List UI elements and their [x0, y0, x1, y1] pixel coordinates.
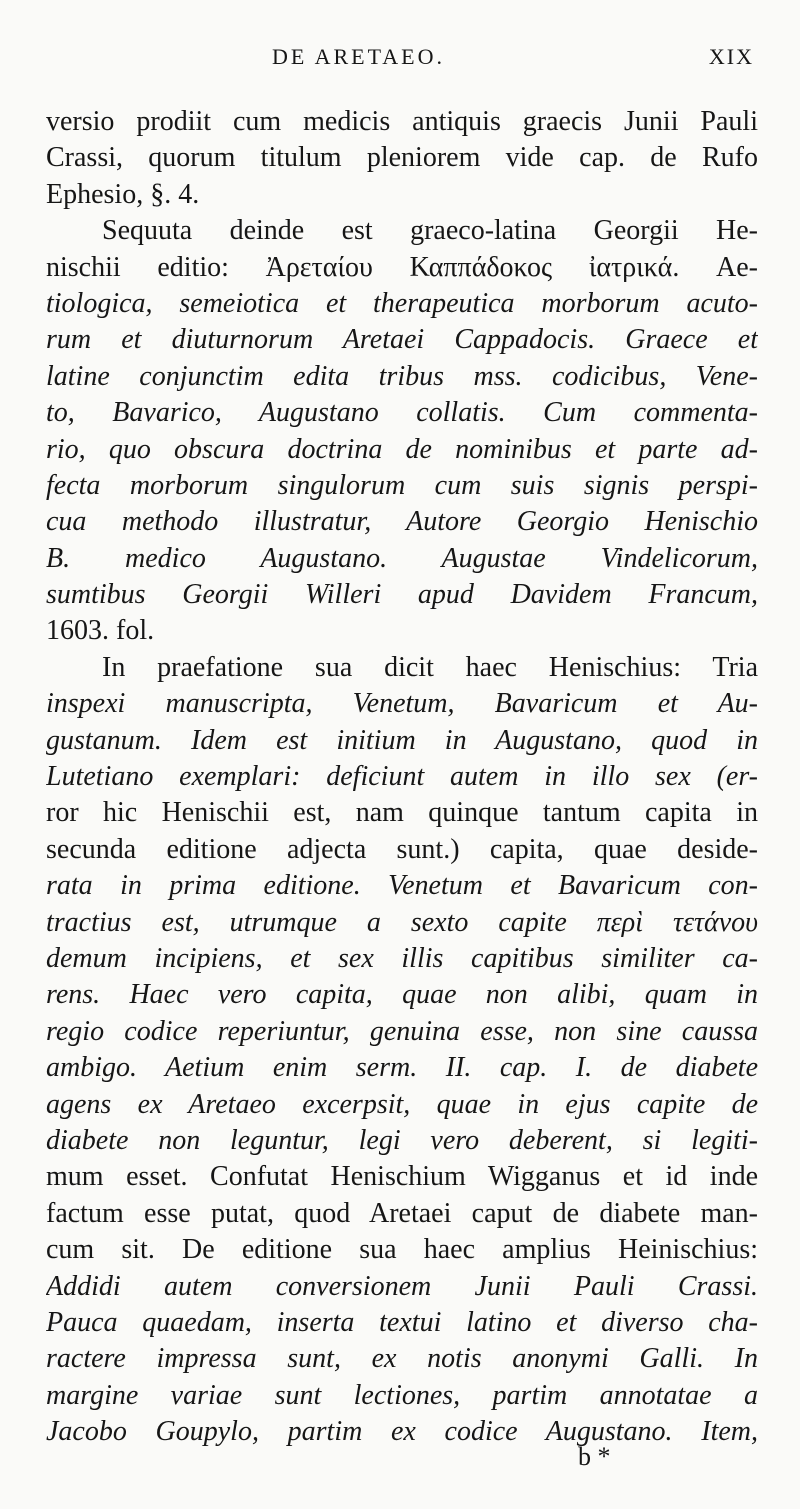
text-line: ror hic Henischii est, nam quinque tantum capita in [46, 797, 758, 829]
text-line: In praefatione sua dicit haec Henischius: Tria [102, 651, 758, 683]
text-line: tiologica, semeiotica et therapeutica morborum acuto- [46, 287, 758, 319]
signature-mark: b * [578, 1442, 611, 1471]
text-line: latine conjunctim edita tribus mss. codicibus, Vene- [46, 360, 758, 392]
text-line: secunda editione adjecta sunt.) capita, quae deside- [46, 833, 758, 865]
body-text [46, 104, 758, 1450]
text-line: diabete non leguntur, legi vero deberent, si legiti- [46, 1124, 758, 1156]
text-line: fecta morborum singulorum cum suis signis perspi- [46, 469, 758, 501]
text-line: Sequuta deinde est graeco-latina Georgii He- [102, 215, 758, 247]
text-line: nischii editio: Ἀρεταίου Καππάδοκος ἰατρικά. Ae- [46, 251, 758, 283]
text-line: agens ex Aretaeo excerpsit, quae in ejus capite de [46, 1088, 758, 1120]
text-line: 1603. fol. [46, 615, 155, 647]
text-line: demum incipiens, et sex illis capitibus similiter ca- [46, 942, 758, 974]
text-line: factum esse putat, quod Aretaei caput de diabete man- [46, 1197, 758, 1229]
text-line: margine variae sunt lectiones, partim annotatae a [46, 1379, 758, 1411]
text-line: Addidi autem conversionem Junii Pauli Crassi. [46, 1270, 758, 1302]
text-line: Jacobo Goupylo, partim ex codice Augustano. Item, [46, 1416, 758, 1448]
text-line: rum et diuturnorum Aretaei Cappadocis. Graece et [46, 324, 758, 356]
text-line: rata in prima editione. Venetum et Bavaricum con- [46, 870, 758, 902]
text-line: Crassi, quorum titulum pleniorem vide cap. de Rufo [46, 142, 758, 174]
text-line: Pauca quaedam, inserta textui latino et diverso cha- [46, 1306, 758, 1338]
text-line: ractere impressa sunt, ex notis anonymi Galli. In [46, 1343, 758, 1375]
page-number: XIX [708, 44, 754, 69]
text-line: B. medico Augustano. Augustae Vindelicorum, [46, 542, 758, 574]
text-line: Ephesio, §. 4. [46, 178, 200, 210]
text-line: rens. Haec vero capita, quae non alibi, quam in [46, 979, 758, 1011]
text-line: regio codice reperiuntur, genuina esse, non sine caussa [46, 1015, 758, 1047]
text-line: rio, quo obscura doctrina de nominibus et parte ad- [46, 433, 758, 465]
running-head [0, 44, 800, 76]
text-line: cua methodo illustratur, Autore Georgio Henischio [46, 506, 758, 538]
text-line: Lutetiano exemplari: deficiunt autem in illo sex (er- [46, 761, 758, 793]
text-line: ambigo. Aetium enim serm. II. cap. I. de diabete [46, 1052, 758, 1084]
text-line: sumtibus Georgii Willeri apud Davidem Francum, [46, 579, 758, 611]
text-line: cum sit. De editione sua haec amplius Heinischius: [46, 1234, 758, 1266]
text-line: mum esset. Confutat Henischium Wigganus et id inde [46, 1161, 758, 1193]
text-line: versio prodiit cum medicis antiquis graecis Junii Pauli [46, 106, 758, 137]
text-line: tractius est, utrumque a sexto capite περὶ τετάνου [46, 906, 758, 938]
text-line: inspexi manuscripta, Venetum, Bavaricum et Au- [46, 688, 758, 720]
running-head-title: DE ARETAEO. [272, 44, 446, 69]
text-line: to, Bavarico, Augustano collatis. Cum commenta- [46, 397, 758, 429]
text-line: gustanum. Idem est initium in Augustano, quod in [46, 724, 758, 756]
